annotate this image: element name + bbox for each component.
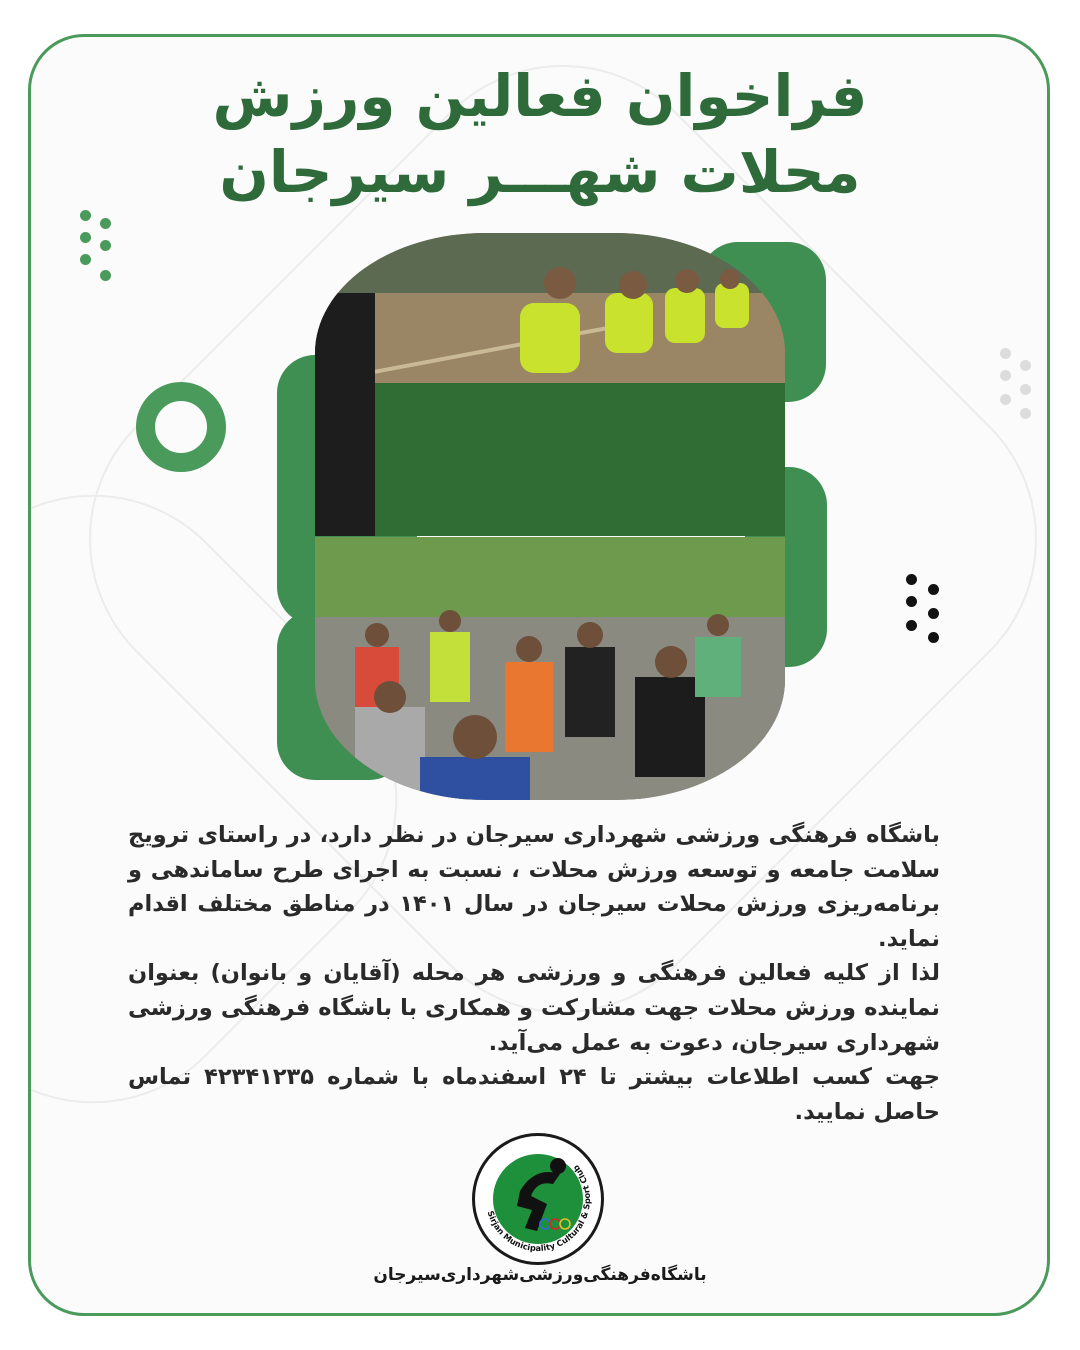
dots-decoration-left [80,210,120,290]
group-exercise-photo [315,537,785,800]
circle-decoration [136,382,226,472]
title-line-1: فراخوان فعالین ورزش [212,62,868,130]
club-logo-emblem [475,1136,601,1262]
announcement-paragraph-2: لذا از کلیه فعالین فرهنگی و ورزشی هر محله (آقایان و بانوان) بعنوان نماینده ورزش محلات جهت مشارکت و همکاری با باشگاه فرهنگی ورزشی شهرداری سیرجان، دعوت به عمل می‌آید. [128,960,940,1056]
dots-decoration-right-grey [1000,348,1040,428]
announcement-paragraph-3: جهت کسب اطلاعات بیشتر تا ۲۴ اسفندماه با شماره ۴۲۳۴۱۲۳۵ تماس حاصل نمایید. [128,1064,940,1125]
title-line-2: محلات شهـــر سیرجان [219,138,861,206]
club-logo-ring-text: Sirjan Municipality Cultural & Sport Club [485,1163,593,1254]
tug-of-war-photo [315,233,785,536]
group-exercise-illustration [315,537,785,800]
footer-club-name: باشگاه‌فرهنگی‌ورزشی‌شهرداری‌سیرجان [373,1265,707,1285]
announcement-text [128,818,940,1129]
club-logo [472,1133,604,1265]
tug-of-war-illustration [315,233,785,536]
dots-decoration-right-black [906,574,946,654]
poster-title [0,58,1080,210]
announcement-paragraph-1: باشگاه فرهنگی ورزشی شهرداری سیرجان در نظر دارد، در راستای ترویج سلامت جامعه و توسعه ورزش محلات ، نسبت به اجرای طرح ساماندهی و برنامه‌ریزی ورزش محلات سیرجان در سال ۱۴۰۱ در مناطق مختلف اقدام نماید. [128,822,940,952]
